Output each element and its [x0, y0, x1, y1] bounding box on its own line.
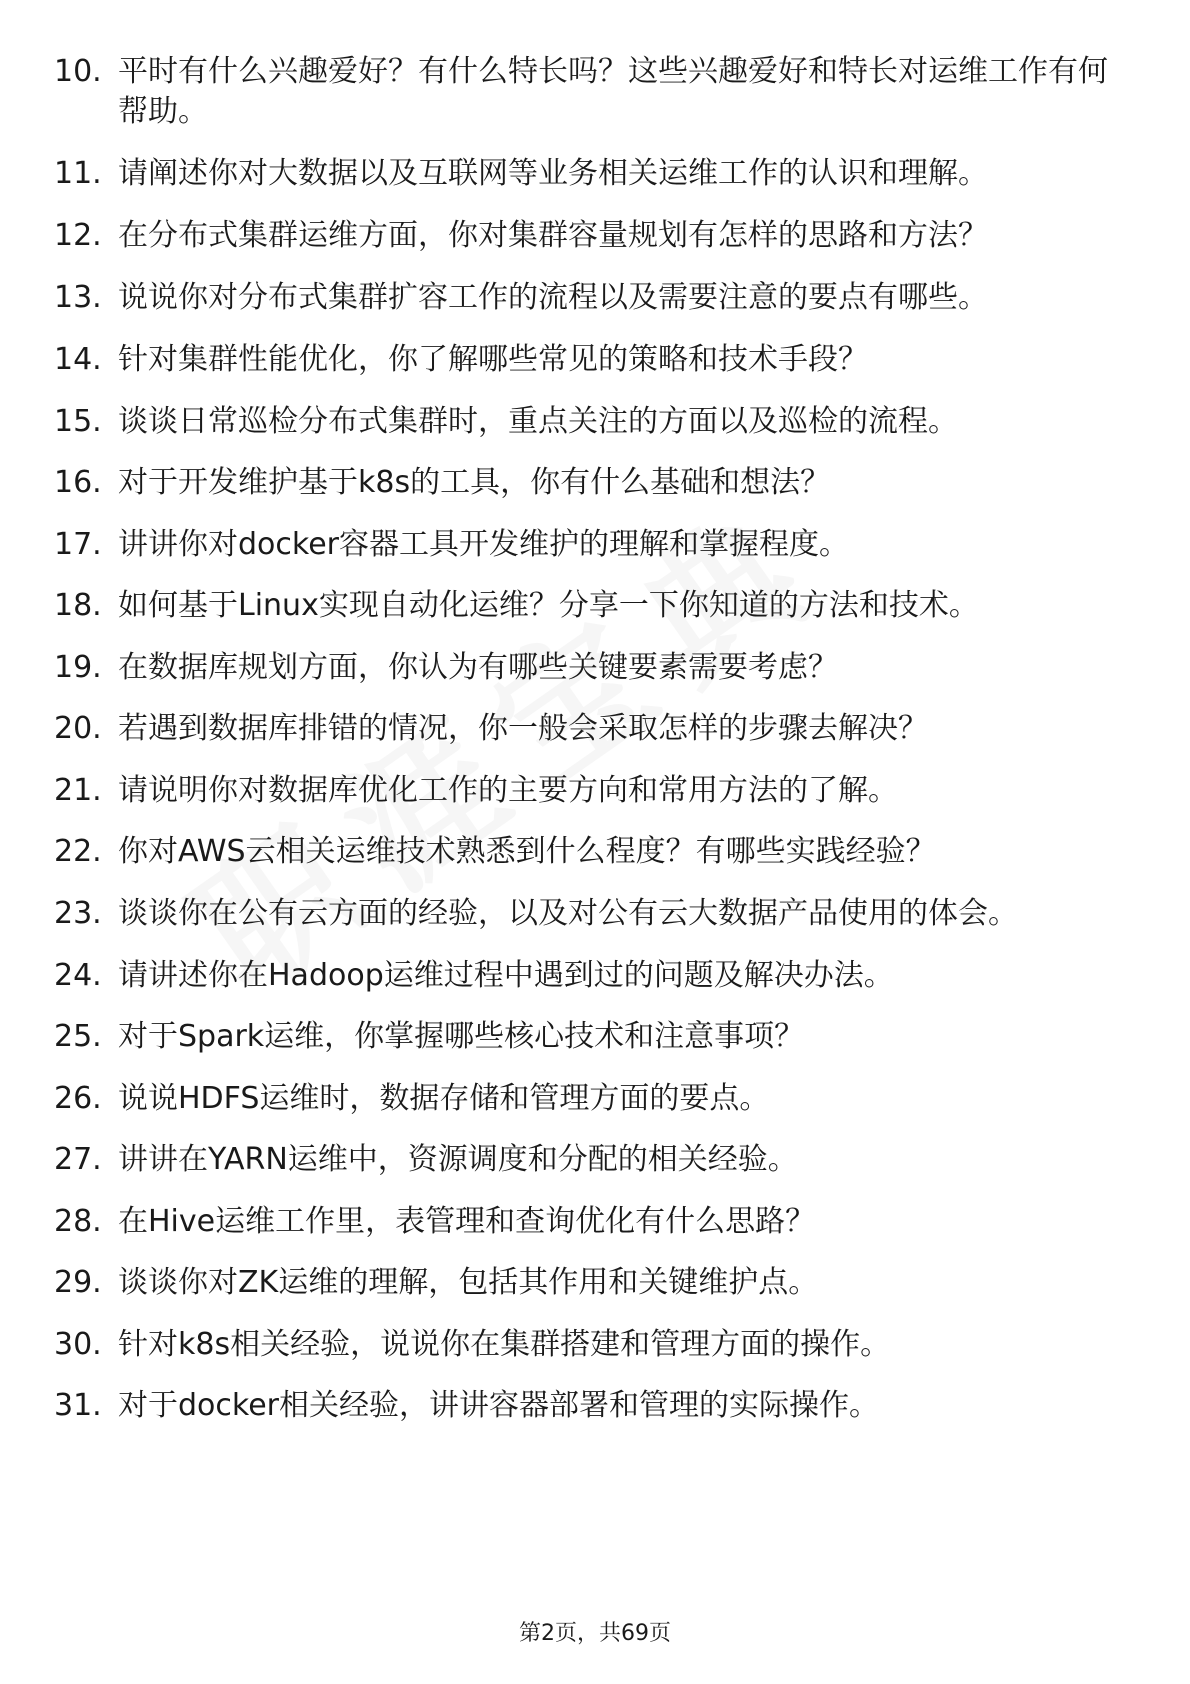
question-number: 10.	[54, 54, 102, 89]
page-footer	[0, 1616, 1190, 1647]
question-text: 若遇到数据库排错的情况，你一般会采取怎样的步骤去解决？	[118, 711, 928, 746]
question-number: 19.	[54, 649, 102, 685]
question-text: 对于docker相关经验，讲讲容器部署和管理的实际操作。	[118, 1388, 879, 1423]
question-text: 说说HDFS运维时，数据存储和管理方面的要点。	[118, 1080, 770, 1116]
question-text: 在数据库规划方面，你认为有哪些关键要素需要考虑？	[118, 649, 838, 685]
question-text: 如何基于Linux实现自动化运维？分享一下你知道的方法和技术。	[118, 588, 979, 623]
question-number: 29.	[54, 1265, 102, 1300]
question-text: 说说你对分布式集群扩容工作的流程以及需要注意的要点有哪些。	[118, 280, 988, 315]
list-item	[54, 586, 1124, 626]
list-item	[54, 894, 1124, 934]
question-text: 在分布式集群运维方面，你对集群容量规划有怎样的思路和方法？	[118, 218, 988, 253]
list-item	[54, 1263, 1124, 1303]
list-item	[54, 216, 1124, 256]
list-item	[54, 956, 1124, 996]
question-text: 在Hive运维工作里，表管理和查询优化有什么思路？	[118, 1203, 816, 1239]
question-number: 20.	[54, 711, 102, 746]
list-item	[54, 1386, 1124, 1426]
question-number: 24.	[54, 957, 102, 993]
question-number: 16.	[54, 465, 102, 500]
question-text: 你对AWS云相关运维技术熟悉到什么程度？有哪些实践经验？	[118, 834, 936, 869]
question-text: 针对k8s相关经验，说说你在集群搭建和管理方面的操作。	[118, 1326, 891, 1362]
list-item	[54, 340, 1124, 380]
question-number: 21.	[54, 772, 102, 808]
question-text: 对于开发维护基于k8s的工具，你有什么基础和想法？	[118, 465, 831, 500]
question-number: 23.	[54, 895, 102, 931]
list-item	[54, 1325, 1124, 1365]
question-text: 讲讲你对docker容器工具开发维护的理解和掌握程度。	[118, 526, 849, 562]
question-text: 针对集群性能优化，你了解哪些常见的策略和技术手段？	[118, 342, 868, 377]
question-text: 对于Spark运维，你掌握哪些核心技术和注意事项？	[118, 1019, 805, 1054]
question-number: 17.	[54, 526, 102, 562]
list-item	[54, 648, 1124, 688]
list-item	[54, 525, 1124, 565]
question-number: 27.	[54, 1142, 102, 1177]
question-number: 30.	[54, 1326, 102, 1362]
list-item	[54, 1079, 1124, 1119]
list-item	[54, 402, 1124, 442]
list-item	[54, 463, 1124, 503]
question-number: 14.	[54, 342, 102, 377]
list-item	[54, 832, 1124, 872]
question-text: 谈谈日常巡检分布式集群时，重点关注的方面以及巡检的流程。	[118, 403, 958, 439]
question-number: 11.	[54, 156, 102, 191]
list-item	[54, 1017, 1124, 1057]
question-text: 平时有什么兴趣爱好？有什么特长吗？这些兴趣爱好和特长对运维工作有何帮助。	[118, 54, 1108, 129]
list-item	[54, 154, 1124, 194]
question-number: 26.	[54, 1080, 102, 1116]
list-item	[54, 278, 1124, 318]
question-number: 28.	[54, 1203, 102, 1239]
page-number-label: 第2页，共69页	[519, 1621, 671, 1646]
question-text: 请阐述你对大数据以及互联网等业务相关运维工作的认识和理解。	[118, 156, 988, 191]
question-number: 31.	[54, 1388, 102, 1423]
question-number: 15.	[54, 403, 102, 439]
question-text: 谈谈你对ZK运维的理解，包括其作用和关键维护点。	[118, 1265, 819, 1300]
question-text: 谈谈你在公有云方面的经验，以及对公有云大数据产品使用的体会。	[118, 895, 1018, 931]
question-number: 12.	[54, 218, 102, 253]
question-number: 25.	[54, 1019, 102, 1054]
question-list	[54, 52, 1124, 1448]
list-item	[54, 709, 1124, 749]
question-number: 18.	[54, 588, 102, 623]
list-item	[54, 771, 1124, 811]
list-item	[54, 52, 1124, 132]
question-number: 13.	[54, 280, 102, 315]
list-item	[54, 1202, 1124, 1242]
question-number: 22.	[54, 834, 102, 869]
question-text: 讲讲在YARN运维中，资源调度和分配的相关经验。	[118, 1142, 798, 1177]
list-item	[54, 1140, 1124, 1180]
question-text: 请说明你对数据库优化工作的主要方向和常用方法的了解。	[118, 772, 898, 808]
question-text: 请讲述你在Hadoop运维过程中遇到过的问题及解决办法。	[118, 957, 894, 993]
